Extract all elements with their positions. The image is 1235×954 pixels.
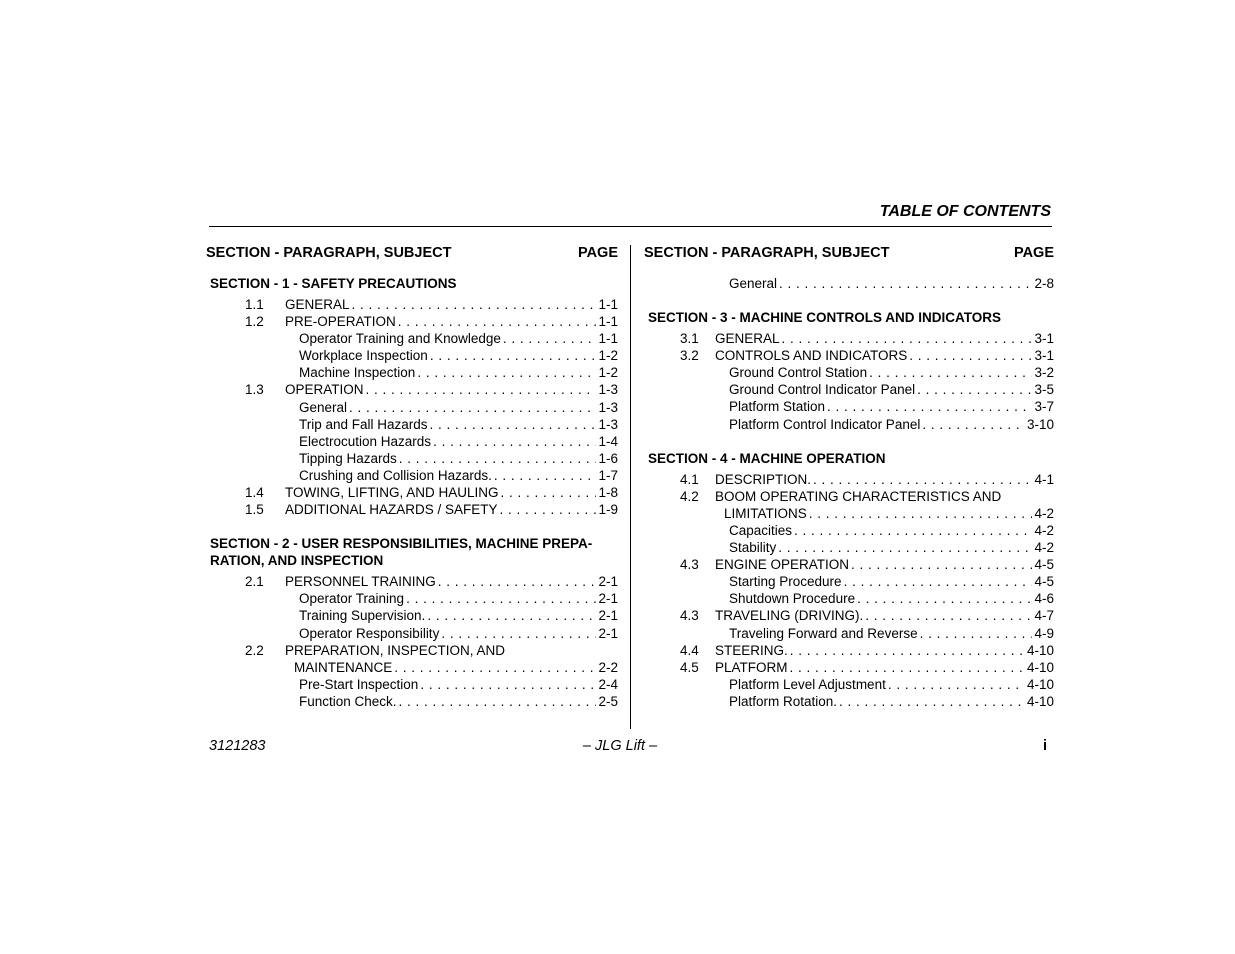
entry-number: 1.3 (245, 382, 264, 398)
dot-leader (922, 416, 1025, 433)
section-heading-3: SECTION - 3 - MACHINE CONTROLS AND INDICATORS (648, 310, 1002, 326)
column-divider (630, 245, 631, 729)
entry-page: 1-2 (598, 365, 618, 381)
entry-title: PERSONNEL TRAINING (285, 574, 436, 590)
entry-title: GENERAL (715, 331, 780, 347)
toc-entry[interactable] (206, 347, 618, 364)
entry-title: OPERATION (285, 382, 364, 398)
entry-number: 4.5 (680, 659, 699, 675)
header-rule (209, 226, 1052, 227)
section-heading-2-line1: SECTION - 2 - USER RESPONSIBILITIES, MACHINE PREPA- (210, 536, 593, 552)
toc-entry[interactable] (206, 693, 618, 710)
toc-entry[interactable] (206, 607, 618, 624)
entry-title: CONTROLS AND INDICATORS (715, 348, 908, 364)
toc-entry[interactable] (644, 556, 1054, 573)
heading-page: PAGE (1013, 245, 1054, 261)
entry-title: Operator Training and Knowledge (299, 331, 501, 347)
entry-page: 3-2 (1034, 365, 1054, 381)
entry-title: GENERAL (285, 297, 350, 312)
entry-page: 3-10 (1026, 416, 1054, 432)
heading-subject: SECTION - PARAGRAPH, SUBJECT (206, 245, 452, 261)
toc-entry[interactable] (644, 505, 1054, 522)
entry-title: ENGINE OPERATION (715, 557, 850, 573)
entry-title: Ground Control Indicator Panel (729, 382, 916, 398)
dot-leader (399, 450, 597, 467)
entry-number: 1.5 (245, 502, 264, 518)
toc-entry[interactable] (206, 433, 618, 450)
dot-leader (503, 330, 597, 347)
entry-title: Traveling Forward and Reverse (729, 625, 918, 641)
toc-left-column (206, 244, 618, 710)
dot-leader (790, 659, 1025, 676)
entry-page: 4-10 (1026, 693, 1054, 709)
dot-leader (366, 381, 597, 398)
doc-number: 3121283 (209, 738, 266, 754)
dot-leader (779, 275, 1032, 292)
toc-entry[interactable] (644, 676, 1054, 693)
entry-number: 1.2 (245, 314, 264, 330)
entry-title: PLATFORM (715, 659, 788, 675)
entry-number: 3.2 (680, 348, 699, 364)
toc-entry[interactable] (206, 364, 618, 381)
entry-title: Platform Station (729, 399, 826, 415)
entry-page: 4-6 (1034, 591, 1054, 607)
section-3-entries (644, 330, 1054, 433)
toc-entry[interactable] (206, 450, 618, 467)
entry-page: 2-4 (598, 676, 618, 692)
entry-title: TOWING, LIFTING, AND HAULING (285, 485, 499, 501)
dot-leader (417, 364, 596, 381)
entry-page: 2-8 (1034, 276, 1054, 291)
entry-page: 4-10 (1026, 642, 1054, 658)
dot-leader (869, 364, 1032, 381)
section-4-entries (644, 471, 1054, 710)
entry-page: 1-9 (598, 502, 618, 518)
entry-title: Training Supervision. (299, 608, 426, 624)
section-1-entries (206, 296, 618, 518)
entry-title: Trip and Fall Hazards (299, 416, 428, 432)
entry-title: Operator Training (299, 591, 405, 607)
entry-page: 1-3 (598, 399, 618, 415)
toc-entry[interactable] (644, 347, 1054, 364)
toc-entry[interactable] (206, 416, 618, 433)
entry-title: ADDITIONAL HAZARDS / SAFETY (285, 502, 498, 518)
toc-entry[interactable] (644, 625, 1054, 642)
entry-title: Stability (729, 540, 777, 556)
entry-title: LIMITATIONS (724, 505, 807, 521)
dot-leader (790, 642, 1025, 659)
toc-entry[interactable] (644, 330, 1054, 347)
dot-leader (430, 347, 597, 364)
entry-page: 2-5 (598, 693, 618, 709)
toc-entry[interactable] (644, 693, 1054, 710)
entry-title: MAINTENANCE (294, 659, 393, 675)
entry-title: Machine Inspection (299, 365, 416, 381)
toc-entry[interactable] (206, 642, 618, 659)
toc-entry[interactable] (206, 676, 618, 693)
entry-page: 4-5 (1034, 574, 1054, 590)
entry-number: 2.2 (245, 642, 264, 658)
entry-title: STEERING. (715, 642, 788, 658)
entry-title: General (729, 276, 778, 291)
entry-page: 4-10 (1026, 659, 1054, 675)
toc-entry[interactable] (206, 381, 618, 398)
section-2-continued-entries (644, 275, 1054, 292)
page-number: i (1042, 738, 1047, 754)
entry-page: 4-9 (1034, 625, 1054, 641)
entry-title: Platform Rotation. (729, 693, 838, 709)
dot-leader (909, 347, 1032, 364)
entry-title: Shutdown Procedure (729, 591, 856, 607)
entry-title: Workplace Inspection (299, 348, 428, 364)
dot-leader (778, 539, 1032, 556)
toc-entry[interactable] (206, 313, 618, 330)
entry-page: 1-7 (598, 467, 618, 483)
entry-page: 2-1 (598, 591, 618, 607)
entry-title: Capacities (729, 522, 793, 538)
entry-page: 1-1 (598, 297, 618, 312)
page-title: TABLE OF CONTENTS (879, 203, 1051, 220)
section-2-entries (206, 573, 618, 710)
entry-number: 4.2 (680, 488, 699, 504)
entry-page: 2-1 (598, 574, 618, 590)
toc-entry[interactable] (644, 416, 1054, 433)
column-heading (644, 244, 1054, 275)
dot-leader (349, 399, 596, 416)
entry-number: 3.1 (680, 331, 699, 347)
entry-page: 3-5 (1034, 382, 1054, 398)
entry-page: 1-4 (598, 433, 618, 449)
entry-page: 4-5 (1034, 557, 1054, 573)
toc-entry[interactable] (206, 330, 618, 347)
toc-entry[interactable] (644, 364, 1054, 381)
dot-leader (839, 693, 1025, 710)
dot-leader (827, 398, 1032, 415)
entry-page: 1-3 (598, 416, 618, 432)
dot-leader (794, 522, 1032, 539)
toc-right-column (644, 244, 1054, 710)
dot-leader (406, 590, 596, 607)
entry-title: Starting Procedure (729, 574, 842, 590)
entry-title: Function Check. (299, 693, 397, 709)
toc-entry[interactable] (206, 573, 618, 590)
dot-leader (352, 296, 597, 313)
toc-entry[interactable] (206, 484, 618, 501)
entry-page: 2-1 (598, 625, 618, 641)
dot-leader (399, 693, 597, 710)
entry-page: 4-2 (1034, 522, 1054, 538)
toc-entry[interactable] (644, 642, 1054, 659)
toc-entry[interactable] (644, 590, 1054, 607)
entry-title: Crushing and Collision Hazards. (299, 467, 492, 483)
toc-entry[interactable] (644, 573, 1054, 590)
dot-leader (441, 625, 596, 642)
toc-entry[interactable] (206, 399, 618, 416)
entry-number: 2.1 (245, 574, 264, 590)
dot-leader (500, 501, 597, 518)
dot-leader (920, 625, 1033, 642)
toc-entry[interactable] (206, 467, 618, 484)
dot-leader (857, 590, 1032, 607)
entry-number: 4.4 (680, 642, 699, 658)
entry-page: 2-1 (598, 608, 618, 624)
entry-title: BOOM OPERATING CHARACTERISTICS AND (715, 488, 1002, 504)
dot-leader (813, 471, 1032, 488)
entry-title: Electrocution Hazards (299, 433, 432, 449)
toc-entry[interactable] (644, 659, 1054, 676)
section-heading-2 (206, 535, 618, 569)
entry-title: Pre-Start Inspection (299, 676, 419, 692)
entry-page: 4-1 (1034, 471, 1054, 487)
entry-title: General (299, 399, 348, 415)
entry-title: DESCRIPTION. (715, 471, 812, 487)
entry-title: Platform Level Adjustment (729, 676, 886, 692)
section-heading-2-line2: RATION, AND INSPECTION (210, 553, 384, 569)
toc-entry[interactable] (206, 590, 618, 607)
entry-title: PREPARATION, INSPECTION, AND (285, 642, 506, 658)
entry-page: 4-2 (1034, 505, 1054, 521)
dot-leader (394, 659, 596, 676)
toc-entry[interactable] (644, 398, 1054, 415)
dot-leader (420, 676, 596, 693)
dot-leader (851, 556, 1032, 573)
entry-number: 1.4 (245, 485, 264, 501)
toc-entry[interactable] (206, 501, 618, 518)
entry-page: 3-1 (1034, 348, 1054, 364)
entry-page: 1-2 (598, 348, 618, 364)
toc-entry[interactable] (644, 381, 1054, 398)
entry-title: Operator Responsibility (299, 625, 440, 641)
section-heading-1: SECTION - 1 - SAFETY PRECAUTIONS (210, 276, 457, 291)
entry-page: 2-2 (598, 659, 618, 675)
entry-title: Tipping Hazards (299, 450, 397, 466)
entry-page: 1-1 (598, 314, 618, 330)
dot-leader (430, 416, 597, 433)
toc-entry[interactable] (206, 659, 618, 676)
section-heading-4: SECTION - 4 - MACHINE OPERATION (648, 450, 886, 466)
dot-leader (809, 505, 1033, 522)
column-heading (206, 244, 618, 275)
entry-number: 4.3 (680, 557, 699, 573)
toc-entry[interactable] (644, 607, 1054, 624)
entry-page: 3-1 (1034, 331, 1054, 347)
dot-leader (888, 676, 1025, 693)
entry-number: 4.3 (680, 608, 699, 624)
toc-entry[interactable] (644, 488, 1054, 505)
dot-leader (398, 313, 597, 330)
dot-leader (844, 573, 1033, 590)
dot-leader (438, 573, 597, 590)
dot-leader (865, 607, 1032, 624)
heading-subject: SECTION - PARAGRAPH, SUBJECT (644, 245, 890, 261)
toc-entry[interactable] (644, 522, 1054, 539)
entry-page: 1-8 (598, 485, 618, 501)
entry-title: PRE-OPERATION (285, 314, 396, 330)
entry-number: 4.1 (680, 471, 699, 487)
entry-title: TRAVELING (DRIVING). (715, 608, 864, 624)
footer-brand: – JLG Lift – (582, 738, 658, 754)
entry-title: Platform Control Indicator Panel (729, 416, 921, 432)
dot-leader (494, 467, 597, 484)
toc-entry[interactable] (644, 471, 1054, 488)
toc-entry[interactable] (206, 625, 618, 642)
entry-title: Ground Control Station (729, 365, 868, 381)
toc-entry[interactable] (644, 539, 1054, 556)
entry-page: 1-1 (598, 331, 618, 347)
entry-page: 1-3 (598, 382, 618, 398)
entry-page: 1-6 (598, 450, 618, 466)
dot-leader (917, 381, 1032, 398)
toc-entry[interactable] (206, 296, 618, 313)
entry-page: 4-7 (1034, 608, 1054, 624)
dot-leader (427, 607, 596, 624)
entry-page: 4-2 (1034, 540, 1054, 556)
entry-number: 1.1 (245, 297, 264, 312)
dot-leader (433, 433, 596, 450)
entry-page: 4-10 (1026, 676, 1054, 692)
dot-leader (782, 330, 1033, 347)
entry-page: 3-7 (1034, 399, 1054, 415)
heading-page: PAGE (577, 245, 618, 261)
dot-leader (501, 484, 597, 501)
toc-entry[interactable] (644, 275, 1054, 292)
